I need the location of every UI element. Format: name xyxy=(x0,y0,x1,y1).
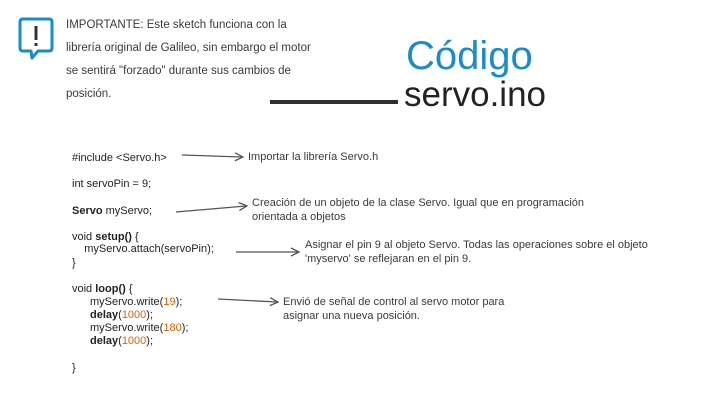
code-punct: ); xyxy=(146,309,154,321)
code-kw: void xyxy=(72,231,96,243)
notice-line: IMPORTANTE: Este sketch funciona con la xyxy=(66,19,287,31)
note-line: Envió de señal de control al servo motor para xyxy=(283,296,505,308)
note-line: Creación de un objeto de la clase Servo. Igual que en programación xyxy=(252,197,585,209)
code-brace: { xyxy=(131,231,139,243)
code-number: 1000 xyxy=(121,335,147,347)
title-codigo: Código xyxy=(406,34,533,78)
code-number: 180 xyxy=(163,322,182,334)
note-line: Asignar el pin 9 al objeto Servo. Todas las operaciones sobre el objeto xyxy=(305,239,648,251)
code-func-name: setup() xyxy=(95,231,132,243)
note-include: Importar la librería Servo.h xyxy=(248,151,379,163)
code-punct: ); xyxy=(175,296,183,308)
notice-line: posición. xyxy=(66,88,112,100)
code-loop-close: } xyxy=(72,362,76,374)
code-brace: { xyxy=(125,283,133,295)
code-call: myServo.write( xyxy=(90,296,164,308)
code-include: #include <Servo.h> xyxy=(72,152,167,164)
code-punct: ( xyxy=(118,335,122,347)
arrow-object xyxy=(176,206,246,212)
code-type: Servo xyxy=(72,205,103,217)
code-func-name: delay xyxy=(90,309,119,321)
code-call: myServo.write( xyxy=(90,322,164,334)
code-number: 1000 xyxy=(121,309,147,321)
code-punct: ( xyxy=(118,309,122,321)
code-attach: myServo.attach(servoPin); xyxy=(72,243,214,255)
code-setup-close: } xyxy=(72,257,76,269)
code-func-name: delay xyxy=(90,335,119,347)
code-punct: ); xyxy=(181,322,189,334)
notice-line: librería original de Galileo, sin embargo el motor xyxy=(66,42,311,54)
note-line: asignar una nueva posición. xyxy=(283,310,420,322)
code-kw: void xyxy=(72,283,96,295)
note-line: orientada a objetos xyxy=(252,211,346,223)
arrow-write xyxy=(218,299,277,302)
code-punct: ); xyxy=(146,335,154,347)
code-var: myServo; xyxy=(102,205,153,217)
notice-line: se sentirá "forzado" durante sus cambios de xyxy=(66,65,291,77)
code-pin: int servoPin = 9; xyxy=(72,178,152,190)
code-number: 19 xyxy=(163,296,176,308)
note-line: 'myservo' se reflejaran en el pin 9. xyxy=(305,253,472,265)
title-filename: servo.ino xyxy=(404,75,547,114)
arrow-include xyxy=(182,155,242,157)
code-func-name: loop() xyxy=(95,283,126,295)
